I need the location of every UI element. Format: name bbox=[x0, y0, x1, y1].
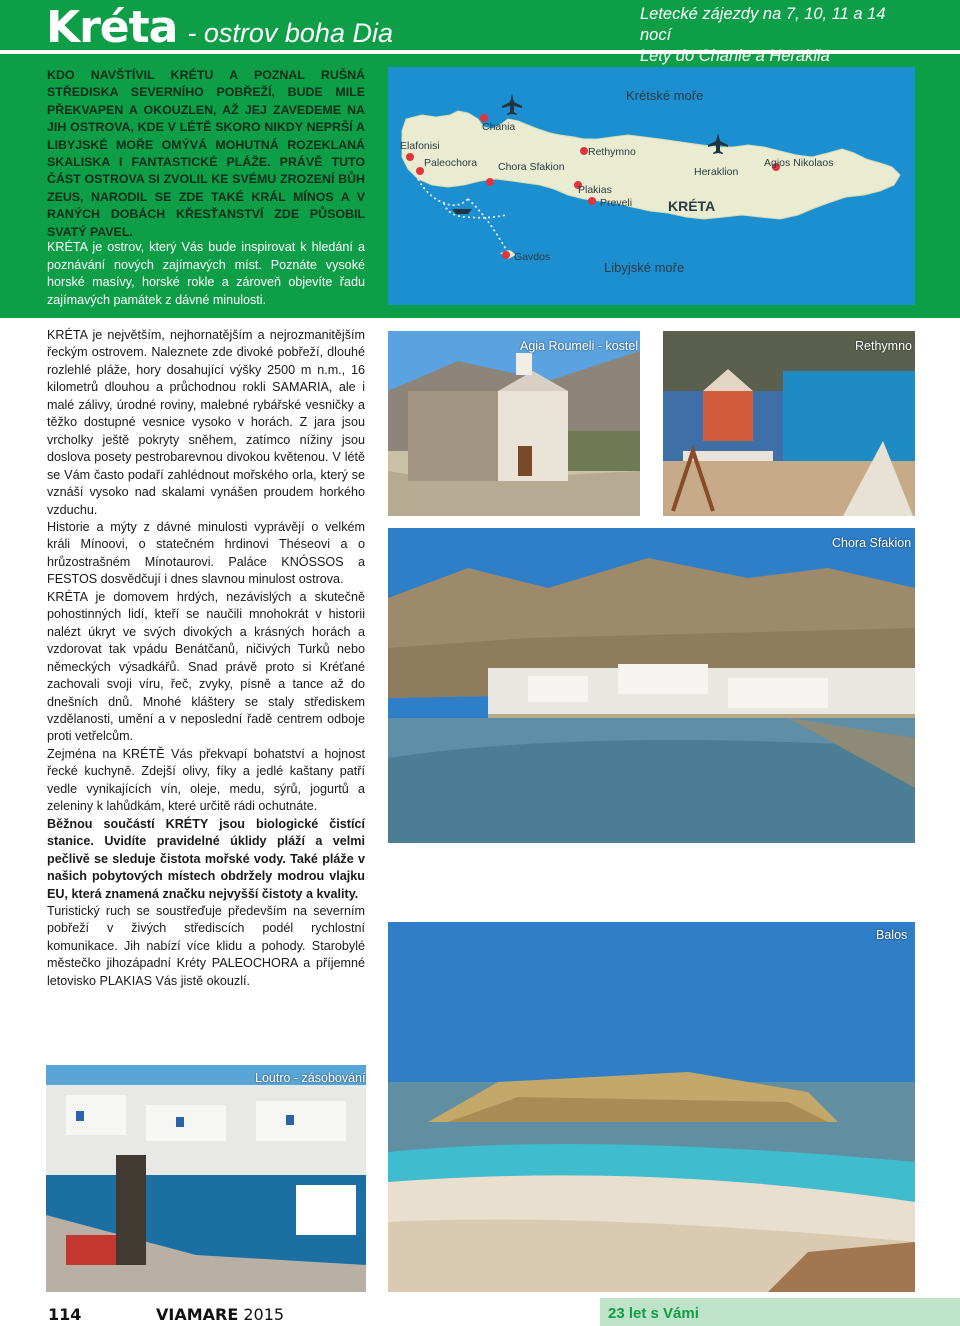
photo-agia-roumeli bbox=[388, 331, 640, 516]
paragraph-overview: KRÉTA je největším, nejhornatějším a nejrozmanitějším řeckým ostrovem. Naleznete zde divoké pobřeží, dlouhé rozlehlé pláže, hory dosahující výšky 2500 m n.m., 16 kilometrů dlouhou a průchodnou rokli SAMARIA, ale i malé zálivy, úrodné roviny, malebné rybářské vesničky a těžko dostupné vesnice vysoko v horách. Z jara jsou vrcholky ještě pokryty sněhem, zatímco nížiny jsou doslova posety pestrobarevnou divokou květenou. V létě se Vám často podaří zahlédnout mořského orla, který se vznáší vysoko nad skalami vynášen proudem horkého vzduchu. bbox=[47, 328, 365, 517]
marker-chora-sfakion bbox=[486, 178, 494, 186]
footer-white-area bbox=[0, 1298, 600, 1326]
photo-balos bbox=[388, 922, 915, 1292]
brand-year: 2015 bbox=[238, 1305, 285, 1324]
page-number: 114 bbox=[48, 1305, 82, 1324]
map-label-paleochora: Paleochora bbox=[424, 157, 478, 169]
paragraph-tourism: Turistický ruch se soustřeďuje především na severním pobřeží v živých střediscích podél rychlostní komunikace. Jih nabízí více klidu a pohody. Starobylé městečko jihozápadní Kréty PALEOCHORA a příjemné letovisko PLAKIAS Vás jistě okouzlí. bbox=[47, 903, 365, 988]
marker-gavdos bbox=[502, 251, 510, 259]
map-label-rethymno: Rethymno bbox=[588, 146, 636, 158]
flight-info bbox=[640, 4, 910, 67]
map-label-agios-nikolaos: Agios Nikolaos bbox=[764, 157, 834, 169]
intro-paragraph: KRÉTA je ostrov, který Vás bude inspirovat k hledání a poznávání nových zajímavých míst. Poznáte vysoké horské masívy, horské rokle a zároveň objevíte řadu zajímavých památek z dávné minulosti. bbox=[47, 240, 365, 307]
title-subtitle: - ostrov boha Dia bbox=[187, 18, 393, 48]
caption-agia-roumeli: Agia Roumeli - kostel bbox=[520, 339, 639, 353]
marker-elafonisi bbox=[406, 153, 414, 161]
map-label-preveli: Preveli bbox=[600, 197, 633, 209]
caption-balos: Balos bbox=[876, 928, 908, 942]
map-label-elafonisi: Elafonisi bbox=[400, 140, 440, 152]
caption-rethymno: Rethymno bbox=[855, 339, 912, 353]
paragraph-people: KRÉTA je domovem hrdých, nezávislých a skutečně pohostinných lidí, kteří se naučili mnohokrát v historii nalézt úkryt ve svých divokých a krásných horách a vzdorovat tak vpádu Benátčanů, ničivých Turků nebo německých výsadkářů. Snad právě proto si Kréťané zachovali svoji víru, řeč, zvyky, písně a tance až do dnešních dnů. Mnohé kláštery se staly střediskem vzdělanosti, umění a v neposlední řadě centrem odboje proti vetřelcům. bbox=[47, 589, 365, 744]
map-label-heraklion: Heraklion bbox=[694, 166, 739, 178]
photo-rethymno-image bbox=[663, 331, 915, 516]
intro-lead: KDO NAVŠTÍVIL KRÉTU A POZNAL RUŠNÁ STŘEDISKA SEVERNÍHO POBŘEŽÍ, BUDE MILE PŘEKVAPEN A OKOUZLEN, AŽ JEJ ZAVEDEME NA JIH OSTROVA, KDE V LÉTĚ SKORO NIKDY NEPRŠÍ A LIBYJSKÉ MOŘE OMÝVÁ MOHUTNÁ ROZEKLANÁ SKALISKA I FANTASTICKÉ PLÁŽE. PRÁVĚ TUTO ČÁST OSTROVA SI ZVOLIL KE SVÉMU ZROZENÍ BŮH ZEUS, NARODIL SE ZDE TAKÉ KRÁL MÍNOS A V RANÝCH DOBÁCH KŘESŤANSTVÍ ZDE PŮSOBIL SVATÝ PAVEL. bbox=[47, 68, 365, 239]
photo-rethymno bbox=[663, 331, 915, 516]
paragraph-history: Historie a mýty z dávné minulosti vyprávějí o velkém králi Mínoovi, o statečném hrdinovi Théseovi a o hrůzostrašném Mínotaurovi. Paláce KNÓSSOS a FESTOS dosvědčují i dnes slavnou minulost ostrova. bbox=[47, 519, 365, 587]
brand-bold: VIAMARE bbox=[156, 1305, 239, 1324]
paragraph-cuisine: Zejména na KRÉTĚ Vás překvapí bohatství a hojnost řecké kuchyně. Zdejší olivy, fíky a jedlé kaštany patří vedle vynikajících vín, oleje, medu, sýrů, jogurtů a zeleniny k lahůdkám, které určitě rádi ochutnáte. bbox=[47, 746, 365, 814]
map-label-chora-sfakion: Chora Sfakion bbox=[498, 161, 565, 173]
caption-loutro: Loutro - zásobování bbox=[255, 1071, 366, 1085]
caption-chora-sfakion: Chora Sfakion bbox=[832, 536, 912, 550]
photo-loutro bbox=[46, 1065, 366, 1292]
photo-chora-sfakion-image bbox=[388, 528, 915, 843]
brand-name bbox=[156, 1305, 284, 1324]
photo-balos-image bbox=[388, 922, 915, 1292]
crete-map bbox=[388, 67, 915, 305]
marker-rethymno bbox=[580, 147, 588, 155]
article-body bbox=[47, 327, 365, 990]
marker-preveli bbox=[588, 197, 596, 205]
crete-map-graphic bbox=[388, 67, 915, 305]
photo-chora-sfakion bbox=[388, 528, 915, 843]
photo-agia-roumeli-image bbox=[388, 331, 640, 516]
page-title bbox=[46, 2, 393, 53]
flight-airports: Lety do Chanie a Heraklia bbox=[640, 47, 830, 65]
map-label-sea-south: Libyjské moře bbox=[604, 260, 685, 275]
photo-loutro-image bbox=[46, 1065, 366, 1292]
marker-paleochora bbox=[416, 167, 424, 175]
map-label-sea-north: Krétské moře bbox=[626, 88, 704, 103]
title-main: Kréta bbox=[46, 2, 178, 53]
anniversary-label: 23 let s Vámi bbox=[608, 1305, 699, 1322]
map-label-plakias: Plakias bbox=[578, 184, 612, 196]
map-label-chania: Chania bbox=[482, 121, 516, 133]
map-label-island: KRÉTA bbox=[668, 198, 716, 214]
flight-nights: Letecké zájezdy na 7, 10, 11 a 14 nocí bbox=[640, 5, 886, 44]
map-label-gavdos: Gavdos bbox=[514, 251, 551, 263]
paragraph-cleanliness: Běžnou součástí KRÉTY jsou biologické čistící stanice. Uvidíte pravidelné úklidy pláží a velmi pečlivě se sleduje čistota mořské vody. Také pláže v našich pobytových místech obdržely modrou vlajku EU, která znamená značku nejvyšší čistoty a kvality. bbox=[47, 816, 365, 901]
